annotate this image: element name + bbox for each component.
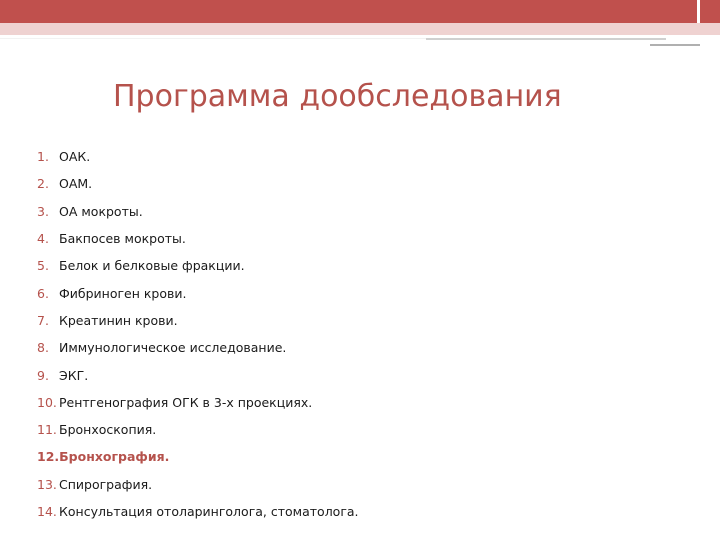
list-item (37, 143, 687, 170)
item-number: 9. (37, 367, 49, 383)
examination-list (37, 143, 687, 525)
header-notch (697, 0, 700, 23)
item-number: 5. (37, 258, 49, 274)
list-item (37, 416, 687, 443)
item-number: 7. (37, 312, 49, 328)
item-text: Рентгенография ОГК в 3-х проекциях. (59, 394, 313, 410)
header-band-light (0, 23, 720, 35)
list-item (37, 170, 687, 197)
item-text: ОАМ. (59, 176, 93, 192)
list-item (37, 471, 687, 498)
list-item-highlighted (37, 443, 687, 470)
list-item (37, 498, 687, 525)
header-rule-2 (650, 44, 700, 46)
list-item (37, 307, 687, 334)
item-text: Фибриноген крови. (59, 285, 187, 301)
item-number: 4. (37, 231, 49, 247)
item-number: 6. (37, 285, 49, 301)
item-number: 2. (37, 176, 49, 192)
item-number: 1. (37, 149, 49, 165)
list-item (37, 279, 687, 306)
item-number: 8. (37, 340, 49, 356)
item-number: 3. (37, 203, 49, 219)
list-item (37, 252, 687, 279)
header-rule-1 (426, 38, 666, 40)
list-item (37, 225, 687, 252)
item-text: Консультация отоларинголога, стоматолога. (59, 504, 359, 519)
header-rule-3 (0, 38, 426, 39)
item-text: Креатинин крови. (59, 312, 178, 328)
item-text: ОАК. (59, 149, 91, 165)
list-item (37, 361, 687, 388)
item-text: Иммунологическое исследование. (59, 340, 287, 356)
item-text: ОА мокроты. (59, 203, 143, 219)
item-number: 13. (37, 476, 57, 492)
item-number: 14. (37, 504, 57, 519)
item-text: Бронхография. (59, 449, 170, 465)
item-text: Белок и белковые фракции. (59, 258, 245, 274)
item-text: ЭКГ. (59, 367, 89, 383)
item-number: 10. (37, 394, 57, 410)
item-number: 11. (37, 422, 57, 438)
item-text: Спирография. (59, 476, 153, 492)
item-text: Бронхоскопия. (59, 422, 157, 438)
item-text: Бакпосев мокроты. (59, 231, 186, 247)
list-item (37, 334, 687, 361)
list-item (37, 389, 687, 416)
header-band (0, 0, 720, 23)
slide-title: Программа дообследования (113, 79, 562, 114)
list-item (37, 198, 687, 225)
item-number: 12. (37, 449, 60, 465)
